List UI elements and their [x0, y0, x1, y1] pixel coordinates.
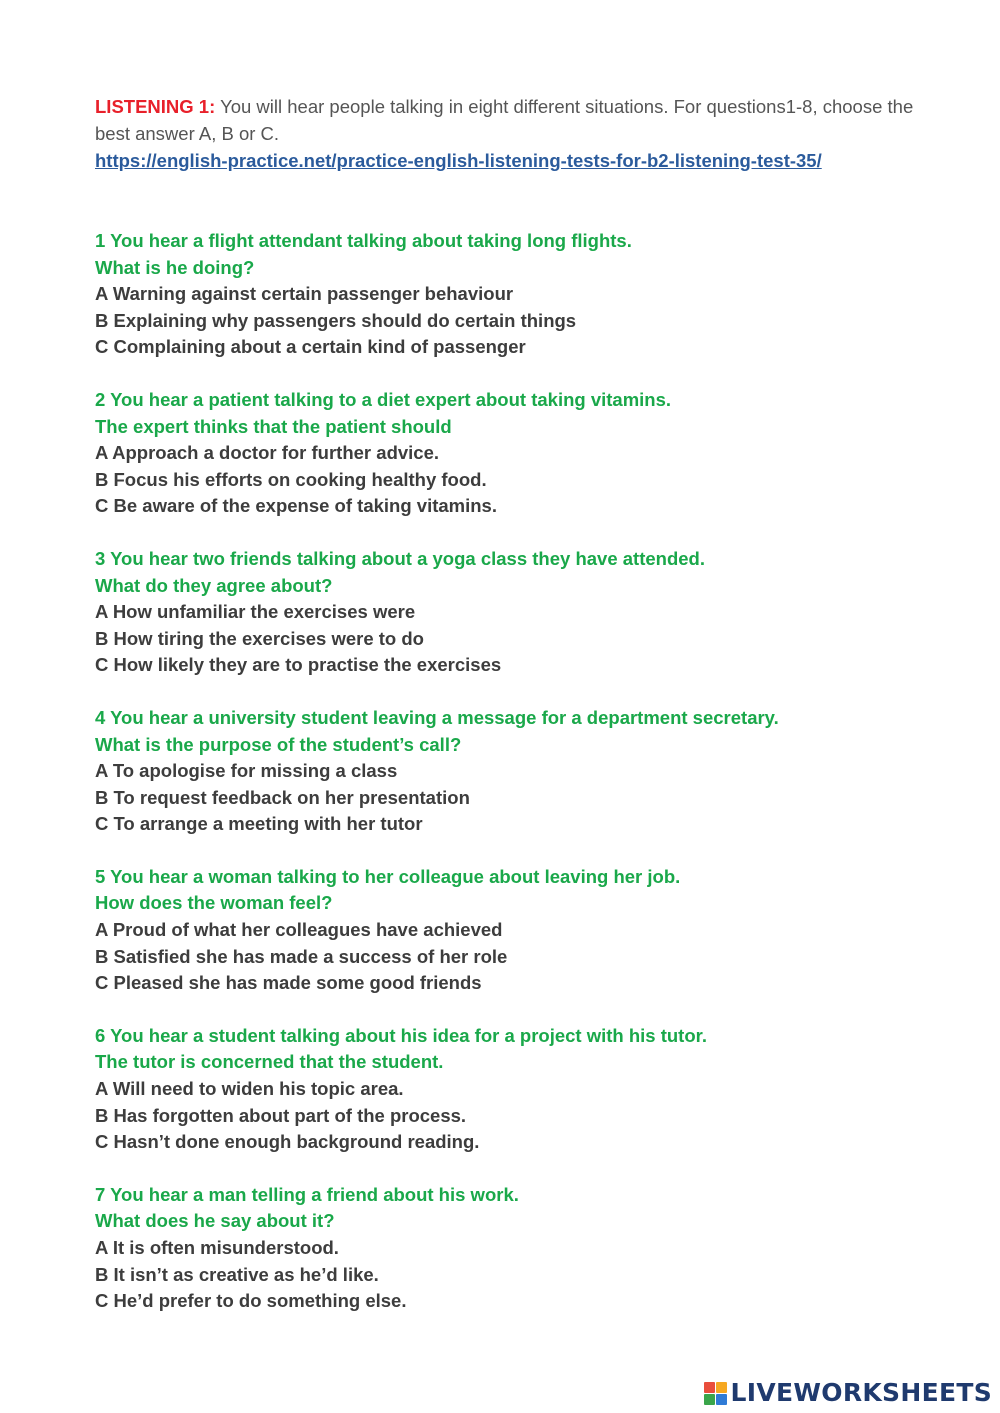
option-a[interactable]: A To apologise for missing a class [95, 760, 398, 782]
question-context: 4 You hear a university student leaving a message for a department secretary. [95, 706, 779, 728]
option-c[interactable]: C To arrange a meeting with her tutor [95, 813, 423, 835]
option-b[interactable]: B How tiring the exercises were to do [95, 627, 424, 649]
logo-square-orange [716, 1382, 727, 1393]
question-7 [95, 1182, 915, 1315]
option-b[interactable]: B To request feedback on her presentation [95, 786, 470, 808]
worksheet-page [95, 93, 915, 1341]
question-prompt: How does the woman feel? [95, 892, 333, 914]
logo-square-blue [716, 1394, 727, 1405]
liveworksheets-logo-icon [704, 1382, 727, 1405]
question-prompt: What does he say about it? [95, 1210, 335, 1232]
question-context: 5 You hear a woman talking to her colleague about leaving her job. [95, 865, 681, 887]
option-c[interactable]: C Be aware of the expense of taking vitamins. [95, 495, 497, 517]
question-1 [95, 228, 915, 361]
instructions [95, 93, 915, 174]
option-a[interactable]: A It is often misunderstood. [95, 1237, 339, 1258]
option-c[interactable]: C He’d prefer to do something else. [95, 1290, 407, 1312]
question-prompt: What do they agree about? [95, 574, 333, 596]
question-prompt: The expert thinks that the patient should [95, 415, 452, 437]
question-list [95, 228, 915, 1315]
option-b[interactable]: B Explaining why passengers should do certain things [95, 309, 577, 331]
logo-square-red [704, 1382, 715, 1393]
question-context: 1 You hear a flight attendant talking about taking long flights. [95, 230, 632, 251]
question-prompt: The tutor is concerned that the student. [95, 1051, 444, 1073]
option-b[interactable]: B It isn’t as creative as he’d like. [95, 1263, 379, 1285]
question-4 [95, 705, 915, 838]
option-a[interactable]: A How unfamiliar the exercises were [95, 601, 416, 623]
question-5 [95, 864, 915, 997]
option-c[interactable]: C Hasn’t done enough background reading. [95, 1131, 480, 1153]
option-a[interactable]: A Approach a doctor for further advice. [95, 442, 440, 464]
logo-square-green [704, 1394, 715, 1405]
question-6 [95, 1023, 915, 1156]
option-c[interactable]: C Pleased she has made some good friends [95, 972, 482, 994]
option-a[interactable]: A Proud of what her colleagues have achieved [95, 919, 503, 941]
option-b[interactable]: B Satisfied she has made a success of her role [95, 945, 508, 967]
option-c[interactable]: C Complaining about a certain kind of passenger [95, 336, 526, 358]
liveworksheets-brand [704, 1379, 992, 1407]
question-context: 3 You hear two friends talking about a yoga class they have attended. [95, 547, 705, 569]
question-prompt: What is he doing? [95, 256, 255, 278]
option-b[interactable]: B Has forgotten about part of the process. [95, 1104, 467, 1126]
option-b[interactable]: B Focus his efforts on cooking healthy food. [95, 468, 487, 490]
question-context: 2 You hear a patient talking to a diet expert about taking vitamins. [95, 388, 672, 410]
option-c[interactable]: C How likely they are to practise the exercises [95, 654, 502, 676]
section-label: LISTENING 1: [95, 96, 216, 117]
option-a[interactable]: A Will need to widen his topic area. [95, 1078, 404, 1100]
option-a[interactable]: A Warning against certain passenger behaviour [95, 283, 514, 305]
question-context: 6 You hear a student talking about his idea for a project with his tutor. [95, 1024, 707, 1046]
instructions-text: You will hear people talking in eight different situations. For questions1-8, choose the best answer A, B or C. [95, 96, 914, 144]
question-prompt: What is the purpose of the student’s call? [95, 733, 462, 755]
audio-source-link[interactable]: https://english-practice.net/practice-english-listening-tests-for-b2-listening-test-35/ [95, 150, 822, 171]
brand-wordmark: LIVEWORKSHEETS [730, 1378, 992, 1407]
question-3 [95, 546, 915, 679]
question-context: 7 You hear a man telling a friend about his work. [95, 1183, 519, 1205]
question-2 [95, 387, 915, 520]
